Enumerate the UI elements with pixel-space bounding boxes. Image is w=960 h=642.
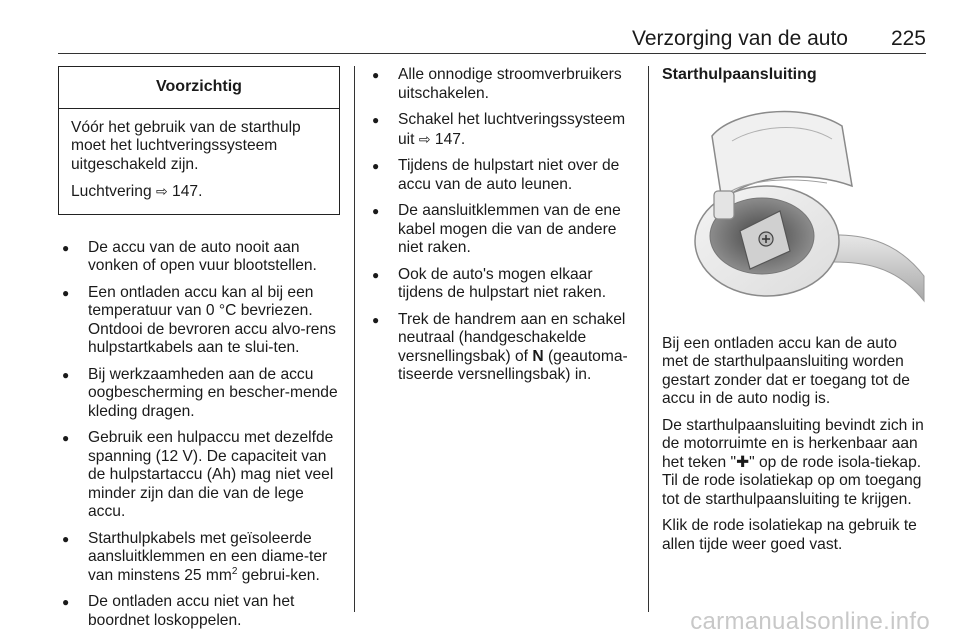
reference-page: 147. xyxy=(172,183,203,200)
page-reference-icon: ⇨ xyxy=(418,130,431,147)
superscript: 2 xyxy=(231,565,238,577)
list-item-text: (geautoma-tiseerde versnellingsbak) in. xyxy=(398,347,628,383)
list-item: ● Bij werkzaamheden aan de accu oogbescherming en bescher-mende kleding dragen. xyxy=(58,366,340,422)
list-item: ● Ook de auto's mogen elkaar tijdens de hulpstart niet raken. xyxy=(368,266,634,303)
gear-symbol: N xyxy=(532,347,544,365)
page-number: 225 xyxy=(890,27,926,50)
paragraph-text: De starthulpaansluiting bevindt zich in de motorruimte en is herkenbaar aan het teken " xyxy=(662,416,924,471)
list-item: ● Een ontladen accu kan al bij een temperatuur van 0 °C bevriezen. Ontdooi de bevroren accu alvo-rens hulpstartkabels aan te slui-ten. xyxy=(58,284,340,358)
header-rule xyxy=(58,53,926,54)
list-item-text: Trek de handrem aan en schakel neutraal (handgeschakelde versnellingsbak) of xyxy=(398,310,626,365)
list-item xyxy=(368,311,634,385)
paragraph xyxy=(662,417,926,510)
list-item: ● De ontladen accu niet van het boordnet loskoppelen. xyxy=(58,593,340,630)
list-item xyxy=(58,530,340,586)
list-item: ● Tijdens de hulpstart niet over de accu van de auto leunen. xyxy=(368,157,634,194)
column-divider xyxy=(354,66,355,612)
column-divider xyxy=(648,66,649,612)
header-title: Verzorging van de auto xyxy=(632,27,848,50)
list-item[interactable] xyxy=(368,111,634,149)
page-header xyxy=(58,24,926,54)
list-item: ● Gebruik een hulpaccu met dezelfde spanning (12 V). De capaciteit van de hulpstartaccu (Ah) mag niet veel minder zijn dan die van de lege accu. xyxy=(58,429,340,522)
jump-start-connector-photo xyxy=(662,91,926,321)
caution-title: Voorzichtig xyxy=(59,67,339,109)
plus-icon: ✚ xyxy=(736,453,750,471)
list-item: ● Alle onnodige stroomverbruikers uitschakelen. xyxy=(368,66,634,103)
bullet-list xyxy=(58,239,340,631)
list-item: ● De aansluitklemmen van de ene kabel mogen die van de andere niet raken. xyxy=(368,202,634,258)
reference-label: Luchtvering xyxy=(71,183,152,200)
column-3 xyxy=(662,66,926,562)
reference-page: 147. xyxy=(434,130,466,148)
caution-body xyxy=(59,109,339,214)
caution-text: Vóór het gebruik van de starthulp moet het luchtveringssysteem uitgeschakeld zijn. xyxy=(71,118,301,173)
paragraph: Klik de rode isolatiekap na gebruik te allen tijde weer goed vast. xyxy=(662,517,917,553)
caution-box xyxy=(58,66,340,215)
list-item-text: gebrui-ken. xyxy=(237,566,320,584)
column-2 xyxy=(368,66,634,393)
page-reference-icon: ⇨ xyxy=(155,183,168,199)
section-title: Starthulpaansluiting xyxy=(662,66,817,83)
watermark: carmanualsonline.info xyxy=(690,608,930,635)
paragraph-text: " op de rode isola-tiekap. Til de rode isolatiekap op om toegang tot de starthulpaansluiting te krijgen. xyxy=(662,453,922,508)
list-item-text: Schakel het luchtveringssysteem uit xyxy=(398,111,626,148)
bullet-list xyxy=(368,66,634,385)
list-item: ● De accu van de auto nooit aan vonken of open vuur blootstellen. xyxy=(58,239,340,276)
column-1 xyxy=(58,66,340,638)
caution-reference[interactable] xyxy=(71,182,327,202)
paragraph: Bij een ontladen accu kan de auto met de starthulpaansluiting worden gestart zonder dat er toegang tot de accu in de auto nodig is. xyxy=(662,334,910,407)
list-item-text: Starthulpkabels met geïsoleerde aansluitklemmen en een diame-ter van minstens 25 mm xyxy=(88,529,328,584)
